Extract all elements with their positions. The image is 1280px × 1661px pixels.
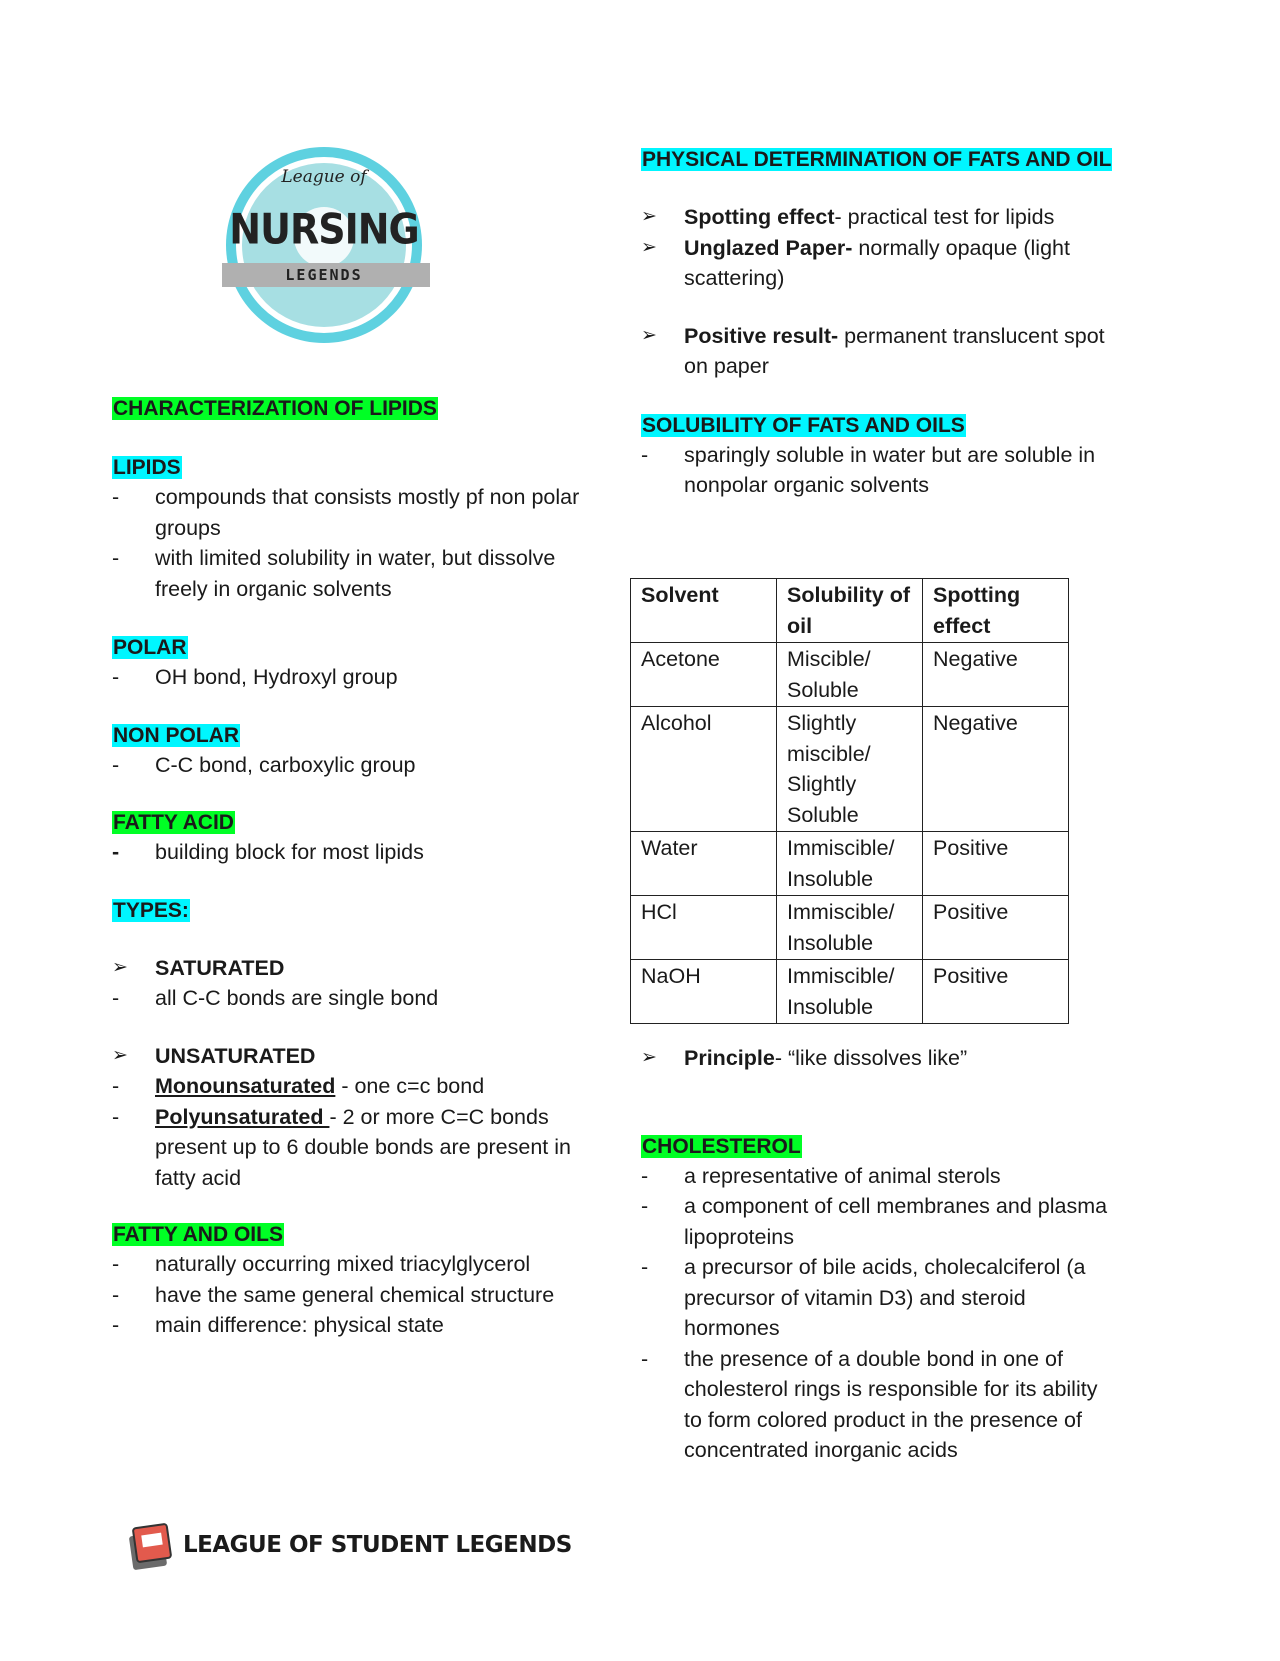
heading-solubility: SOLUBILITY OF FATS AND OILS <box>642 413 965 437</box>
book-icon <box>125 1520 177 1572</box>
right-column-lower <box>641 1043 1121 1466</box>
list-item: - the presence of a double bond in one of cholesterol rings is responsible for its ability to form colored product in the presence of concentrated inorganic acids <box>641 1346 1098 1462</box>
footer-brand <box>125 1520 572 1576</box>
table-cell: Immiscible/ Insoluble <box>777 832 923 896</box>
table-cell: HCl <box>631 896 777 960</box>
list-item: - Polyunsaturated - 2 or more C=C bonds present up to 6 double bonds are present in fatty acid <box>112 1104 571 1190</box>
list-item: - sparingly soluble in water but are soluble in nonpolar organic solvents <box>641 442 1096 497</box>
table-cell: Positive <box>923 832 1069 896</box>
list-item: ➢ SATURATED <box>112 953 592 984</box>
solubility-table-wrap <box>630 578 1069 1024</box>
table-cell: Slightly miscible/ Slightly Soluble <box>777 707 923 832</box>
list-item: - with limited solubility in water, but dissolve freely in organic solvents <box>112 546 556 601</box>
arrow-bullet-icon: ➢ <box>641 1047 657 1068</box>
table-header-row <box>631 579 1069 643</box>
list-item: - Monounsaturated - one c=c bond <box>112 1074 485 1098</box>
list-item: - C-C bond, carboxylic group <box>112 752 416 777</box>
list-item: ➢ Principle- “like dissolves like” <box>641 1043 1121 1074</box>
table-cell: Immiscible/ Insoluble <box>777 960 923 1024</box>
heading-fatty-oils: FATTY AND OILS <box>113 1223 283 1246</box>
arrow-bullet-icon: ➢ <box>112 1044 128 1066</box>
list-item: - have the same general chemical structure <box>112 1282 555 1307</box>
heading-fatty-acid: FATTY ACID <box>113 811 234 834</box>
table-row <box>631 896 1069 960</box>
table-row <box>631 643 1069 707</box>
table-cell: NaOH <box>631 960 777 1024</box>
heading-nonpolar: NON POLAR <box>113 723 239 747</box>
list-item: ➢ UNSATURATED <box>112 1041 592 1072</box>
table-cell: Alcohol <box>631 707 777 832</box>
heading-characterization: CHARACTERIZATION OF LIPIDS <box>113 397 437 420</box>
table-cell: Positive <box>923 896 1069 960</box>
table-cell: Negative <box>923 707 1069 832</box>
logo-banner-text: LEGENDS <box>285 266 363 284</box>
nursing-logo <box>214 145 438 345</box>
heading-physical-determination: PHYSICAL DETERMINATION OF FATS AND OIL <box>642 148 1112 171</box>
list-item: - naturally occurring mixed triacylglycerol <box>112 1252 531 1276</box>
list-item: - building block for most lipids <box>112 840 424 864</box>
arrow-bullet-icon: ➢ <box>641 236 657 258</box>
heading-types: TYPES: <box>113 898 189 922</box>
table-cell: Immiscible/ Insoluble <box>777 896 923 960</box>
list-item: ➢ Unglazed Paper- normally opaque (light scattering) <box>641 233 1121 294</box>
heading-lipids: LIPIDS <box>113 456 181 479</box>
table-cell: Negative <box>923 643 1069 707</box>
list-item: - compounds that consists mostly pf non polar groups <box>112 485 580 540</box>
list-item: - OH bond, Hydroxyl group <box>112 665 398 689</box>
logo-main-text: NURSING <box>229 204 419 254</box>
solubility-table <box>630 578 1069 1024</box>
table-cell: Positive <box>923 960 1069 1024</box>
arrow-bullet-icon: ➢ <box>641 206 657 227</box>
list-item: - a precursor of bile acids, cholecalciferol (a precursor of vitamin D3) and steroid hormones <box>641 1255 1086 1340</box>
table-header-cell: Spotting effect <box>923 579 1069 643</box>
left-column <box>112 393 592 1341</box>
arrow-bullet-icon: ➢ <box>641 324 657 346</box>
heading-polar: POLAR <box>113 636 187 659</box>
table-cell: Acetone <box>631 643 777 707</box>
table-header-cell: Solvent <box>631 579 777 643</box>
arrow-bullet-icon: ➢ <box>112 956 128 978</box>
right-column <box>641 144 1121 501</box>
list-item: ➢ Spotting effect- practical test for lipids <box>641 202 1121 233</box>
table-cell: Water <box>631 832 777 896</box>
list-item: - a component of cell membranes and plasma lipoproteins <box>641 1194 1108 1249</box>
footer-brand-text: LEAGUE OF STUDENT LEGENDS <box>183 1532 572 1558</box>
table-row <box>631 832 1069 896</box>
logo-top-text: League of <box>281 167 367 187</box>
list-item: - main difference: physical state <box>112 1313 444 1337</box>
list-item: - a representative of animal sterols <box>641 1163 1001 1188</box>
list-item: ➢ Positive result- permanent translucent spot on paper <box>641 321 1121 382</box>
table-row <box>631 960 1069 1024</box>
table-row <box>631 707 1069 832</box>
heading-cholesterol: CHOLESTEROL <box>642 1134 801 1158</box>
list-item: - all C-C bonds are single bond <box>112 986 439 1010</box>
table-cell: Miscible/ Soluble <box>777 643 923 707</box>
table-header-cell: Solubility of oil <box>777 579 923 643</box>
